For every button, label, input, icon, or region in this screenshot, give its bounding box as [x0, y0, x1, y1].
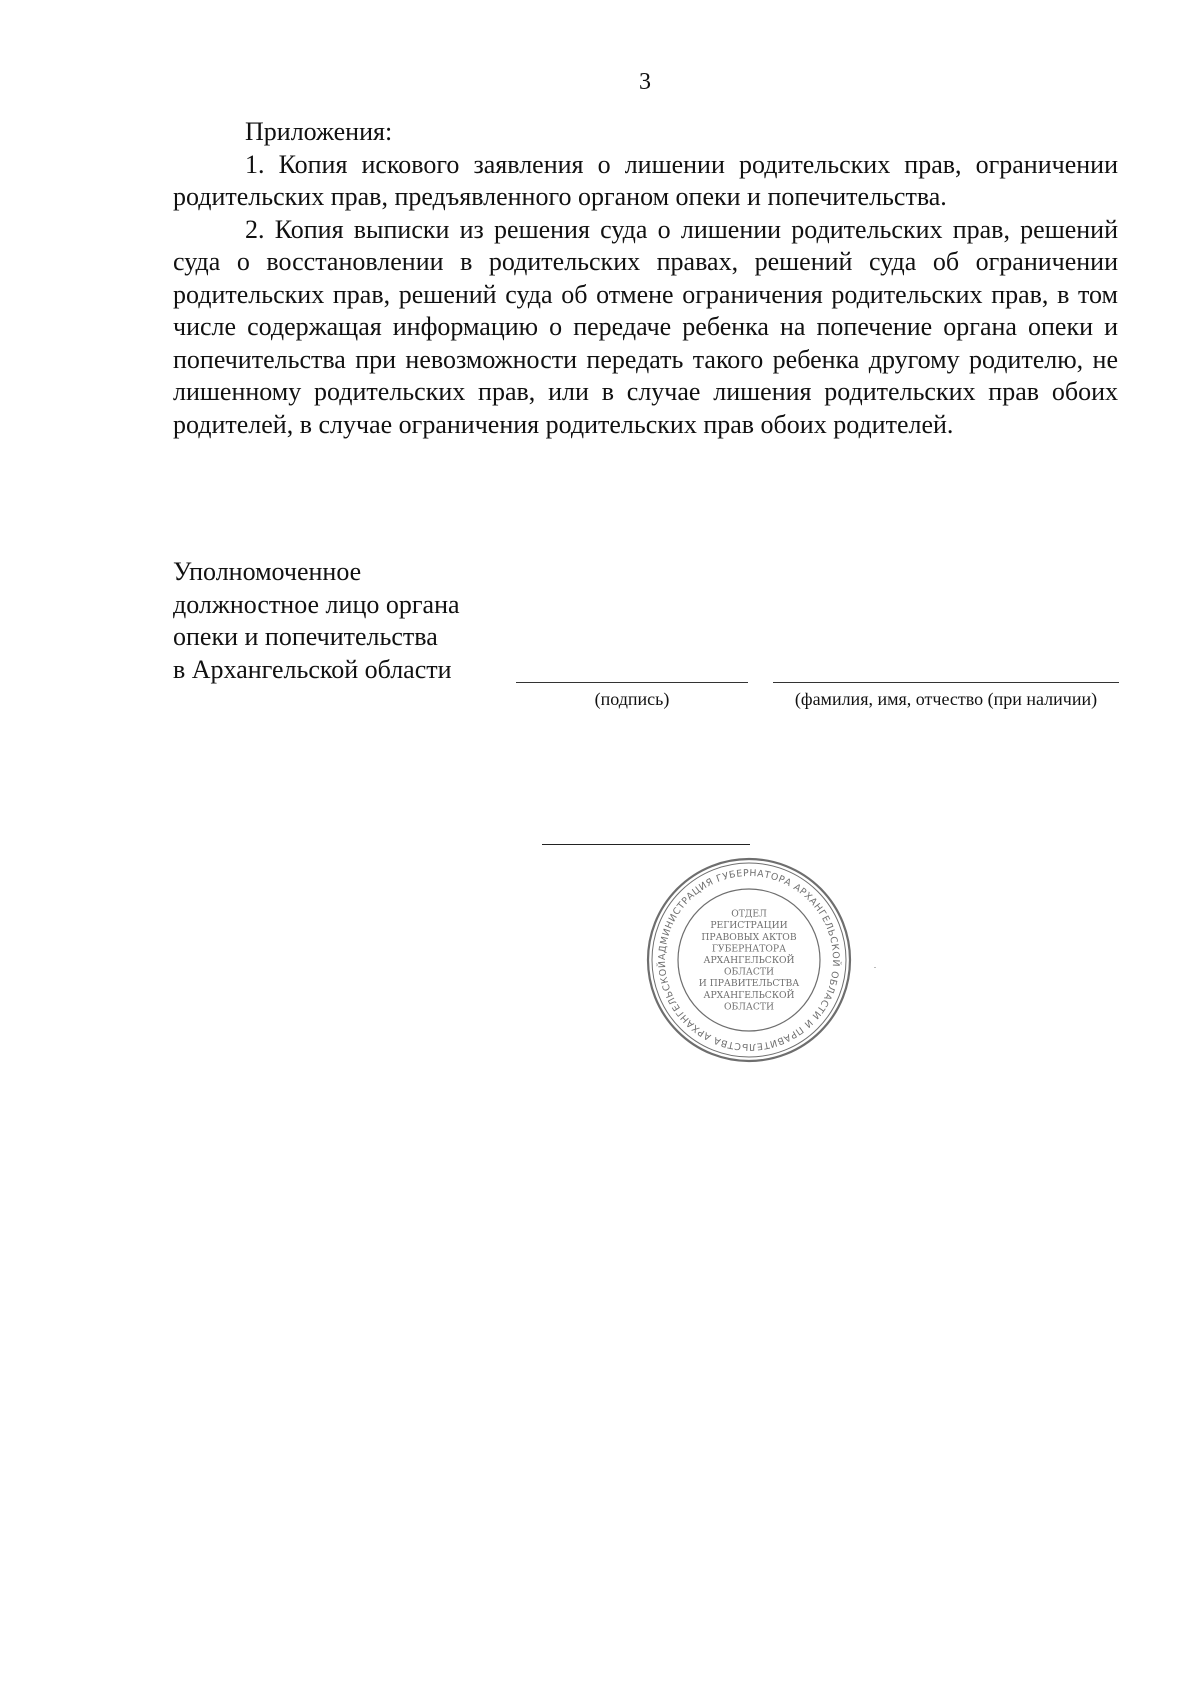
- seal-center-text: [699, 909, 799, 1013]
- seal-center-line: РЕГИСТРАЦИИ: [710, 920, 788, 932]
- seal-center-line: ОБЛАСТИ: [723, 966, 775, 978]
- attachment-item-2: 2. Копия выписки из решения суда о лишении родительских прав, решений суда о восстановлении в родительских правах, решений суда об ограничении родительских прав, решений суда об отмене ограничения родительских прав, в том числе содержащая информацию о передаче ребенка на попечение органа опеки и попечительства при невозможности передать такого ребенка другому родителю, не лишенному родительских прав, или в случае лишения родительских прав обоих родителей, в случае ограничения родительских прав обоих родителей.: [173, 214, 1118, 439]
- signature-underline: [516, 682, 748, 683]
- scan-speck: [874, 967, 876, 968]
- seal-center-line: ПРАВОВЫХ АКТОВ: [701, 931, 797, 943]
- attachments-section: [173, 116, 1118, 441]
- seal-center-line: И ПРАВИТЕЛЬСТВА: [698, 978, 800, 990]
- page-number: 3: [639, 69, 651, 95]
- full-name-caption: (фамилия, имя, отчество (при наличии): [794, 689, 1098, 709]
- official-seal-stamp: [644, 855, 854, 1065]
- seal-center-line: АРХАНГЕЛЬСКОЙ: [703, 955, 795, 966]
- seal-center-line: АРХАНГЕЛЬСКОЙ: [703, 989, 795, 1001]
- signatory-line-1: Уполномоченное: [173, 557, 362, 586]
- signatory-title: [173, 556, 503, 686]
- seal-ring-text: АДМИНИСТРАЦИЯ ГУБЕРНАТОРА АРХАНГЕЛЬСКОЙ ОБЛАСТИ И ПРАВИТЕЛЬСТВА АРХАНГЕЛЬСКОЙ: [656, 867, 842, 1053]
- seal-center-line: ОБЛАСТИ: [723, 1001, 775, 1013]
- signatory-line-3: опеки и попечительства: [173, 622, 438, 651]
- seal-center-line: ОТДЕЛ: [731, 908, 767, 920]
- signatory-line-4: в Архангельской области: [173, 654, 452, 684]
- attachment-item-1: 1. Копия искового заявления о лишении родительских прав, ограничении родительских прав, предъявленного органом опеки и попечительства.: [173, 149, 1118, 211]
- signature-caption: (подпись): [594, 689, 670, 709]
- signatory-line-2: должностное лицо органа: [173, 589, 460, 619]
- full-name-underline: [773, 682, 1119, 683]
- attachments-heading: Приложения:: [245, 117, 393, 146]
- seal-graphic: [644, 855, 854, 1065]
- seal-center-line: ГУБЕРНАТОРА: [711, 943, 787, 955]
- section-divider: [542, 844, 750, 845]
